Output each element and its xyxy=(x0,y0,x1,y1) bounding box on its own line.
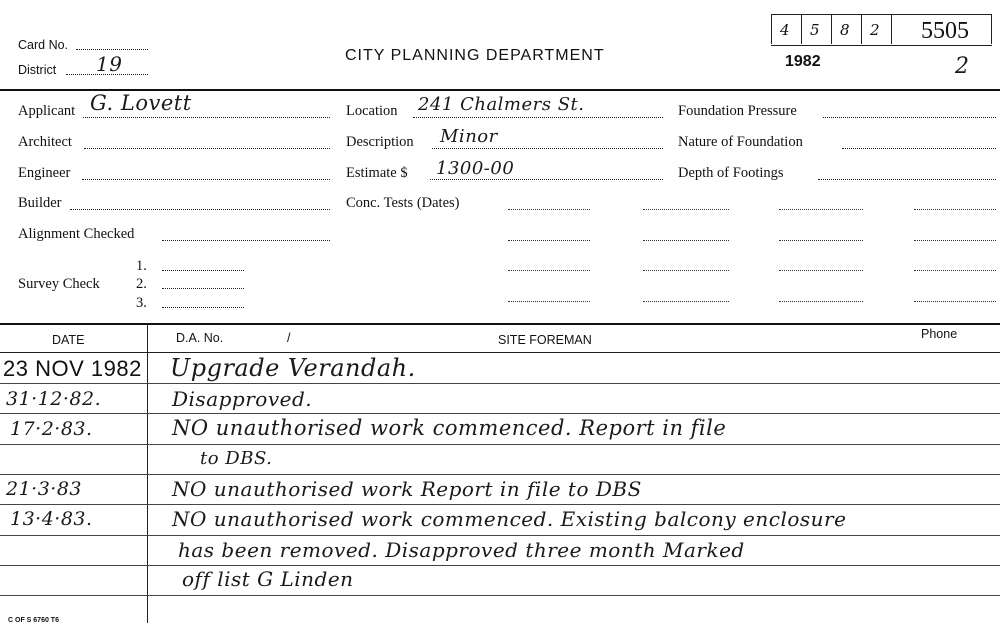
number-box-4: 2 xyxy=(870,21,880,39)
entry-date: 23 NOV 1982 xyxy=(3,356,142,381)
description-field xyxy=(432,148,663,149)
site-foreman-header: SITE FOREMAN xyxy=(498,333,592,347)
survey-number-1: 1. xyxy=(136,258,147,274)
estimate-field xyxy=(430,179,663,180)
location-label: Location xyxy=(346,103,398,119)
description-label: Description xyxy=(346,134,414,150)
architect-field xyxy=(84,148,330,149)
entry-text: Disapproved. xyxy=(172,387,313,411)
phone-header: Phone xyxy=(921,327,958,341)
district-value: 19 xyxy=(96,52,123,76)
estimate-value: 1300-00 xyxy=(436,158,515,179)
applicant-value: G. Lovett xyxy=(90,91,192,115)
survey-field-3 xyxy=(162,307,244,308)
card-number: 5505 xyxy=(921,18,969,44)
foundation-pressure-label: Foundation Pressure xyxy=(678,103,797,119)
alignment-label: Alignment Checked xyxy=(18,226,135,242)
log-header-divider xyxy=(0,352,1000,353)
card-no-field xyxy=(76,49,148,50)
builder-label: Builder xyxy=(18,195,62,211)
builder-field xyxy=(70,209,330,210)
survey-number-2: 2. xyxy=(136,276,147,292)
entry-date: 21·3·83 xyxy=(6,478,83,500)
department-title: CITY PLANNING DEPARTMENT xyxy=(345,47,605,64)
number-box-2: 5 xyxy=(810,21,820,39)
date-header: DATE xyxy=(52,333,85,347)
survey-field-2 xyxy=(162,288,244,289)
location-field xyxy=(413,117,663,118)
year-label: 1982 xyxy=(785,53,821,70)
depth-of-footings-label: Depth of Footings xyxy=(678,165,784,181)
applicant-field xyxy=(83,117,330,118)
survey-label: Survey Check xyxy=(18,276,100,292)
depth-of-footings-field xyxy=(818,179,996,180)
card-no-label: Card No. xyxy=(18,38,69,52)
entry-text: to DBS. xyxy=(200,448,273,469)
entry-text: Upgrade Verandah. xyxy=(170,354,416,382)
entry-text: NO unauthorised work Report in file to DBS xyxy=(172,477,642,501)
alignment-field xyxy=(162,240,330,241)
log-top-border xyxy=(0,323,1000,325)
entry-date: 31·12·82. xyxy=(6,388,102,410)
log-column-divider xyxy=(147,323,148,623)
estimate-label: Estimate $ xyxy=(346,165,408,181)
entry-text: off list G Linden xyxy=(182,567,354,591)
engineer-label: Engineer xyxy=(18,165,71,181)
description-value: Minor xyxy=(440,126,498,147)
foundation-pressure-field xyxy=(823,117,996,118)
entry-date: 13·4·83. xyxy=(10,508,93,530)
conc-tests-label: Conc. Tests (Dates) xyxy=(346,195,460,211)
nature-of-foundation-label: Nature of Foundation xyxy=(678,134,803,150)
number-box-3: 8 xyxy=(840,21,850,39)
entry-date: 17·2·83. xyxy=(10,418,93,440)
survey-number-3: 3. xyxy=(136,295,147,311)
entry-text: NO unauthorised work commenced. Existing balcony enclosure xyxy=(172,507,847,531)
form-code: C OF S 6760 T6 xyxy=(8,617,59,624)
architect-label: Architect xyxy=(18,134,72,150)
survey-field-1 xyxy=(162,270,244,271)
district-label: District xyxy=(18,63,57,77)
nature-of-foundation-field xyxy=(842,148,996,149)
engineer-field xyxy=(82,179,330,180)
location-value: 241 Chalmers St. xyxy=(418,94,585,115)
da-slash: / xyxy=(287,331,291,345)
da-no-header: D.A. No. xyxy=(176,331,224,345)
entry-text: has been removed. Disapproved three month Marked xyxy=(178,538,745,562)
number-box-1: 4 xyxy=(780,21,790,39)
entry-text: NO unauthorised work commenced. Report in file xyxy=(172,416,727,440)
sheet-number: 2 xyxy=(955,54,970,79)
applicant-label: Applicant xyxy=(18,103,76,119)
